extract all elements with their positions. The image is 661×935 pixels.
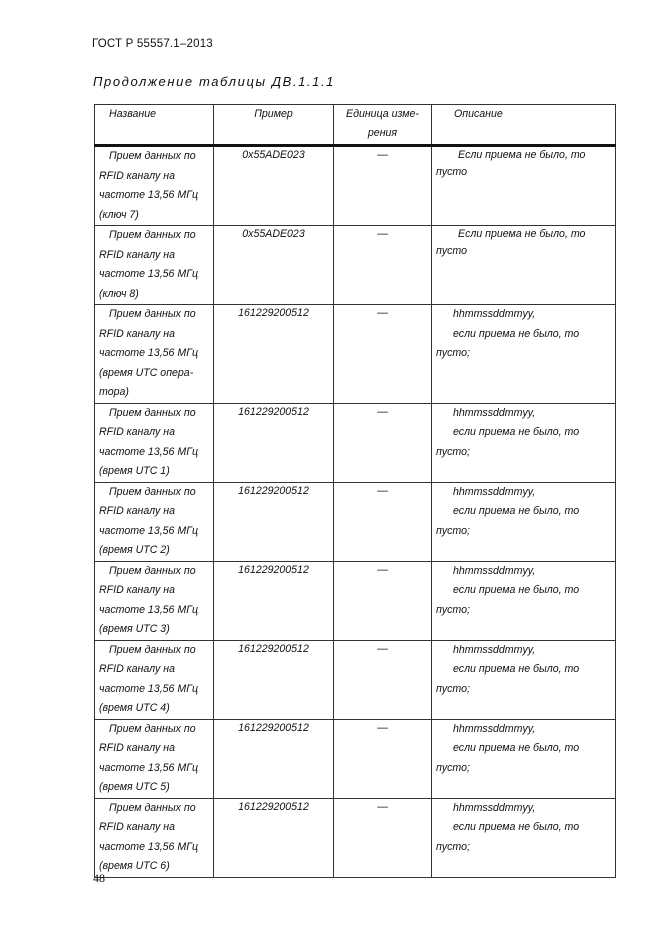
description-end: пусто; [436, 761, 470, 774]
description-format: hhmmssddmmyy, [453, 722, 536, 735]
description-format: hhmmssddmmyy, [453, 485, 536, 498]
cell-description [432, 403, 616, 482]
description-condition: если приема не было, то [453, 742, 580, 754]
description-condition: если приема не было, то [453, 426, 580, 438]
cell-unit: — [334, 719, 432, 798]
table-row [95, 403, 616, 482]
cell-example: 161229200512 [214, 640, 334, 719]
cell-unit: — [334, 403, 432, 482]
description-condition: если приема не было, то [453, 663, 580, 675]
description-format: hhmmssddmmyy, [453, 308, 536, 320]
description-format: hhmmssddmmyy, [453, 406, 536, 419]
cell-description [432, 482, 616, 561]
table-row [95, 798, 616, 877]
table-row [95, 305, 616, 404]
table-row [95, 146, 616, 226]
cell-name: Прием данных по RFID каналу на частоте 13,56 МГц (ключ 7) [95, 146, 214, 226]
description-end: пусто; [436, 840, 470, 853]
cell-unit: — [334, 305, 432, 404]
cell-unit: — [334, 798, 432, 877]
cell-unit: — [334, 226, 432, 305]
table-row [95, 482, 616, 561]
description-condition: если приема не было, то [453, 584, 580, 596]
description-format: hhmmssddmmyy, [453, 643, 536, 656]
cell-unit: — [334, 146, 432, 226]
cell-name: Прием данных по RFID каналу на частоте 13,56 МГц (время UTC 4) [95, 640, 214, 719]
cell-description [432, 146, 616, 226]
description-end: пусто; [436, 445, 470, 458]
table-row [95, 719, 616, 798]
description-end: пусто; [436, 347, 470, 359]
cell-example: 161229200512 [214, 403, 334, 482]
cell-unit: — [334, 640, 432, 719]
cell-description [432, 561, 616, 640]
description-condition: если приема не было, то [453, 821, 580, 833]
description-condition: если приема не было, то [453, 505, 580, 517]
cell-name: Прием данных по RFID каналу на частоте 13,56 МГц (ключ 8) [95, 226, 214, 305]
cell-example: 161229200512 [214, 719, 334, 798]
table-row [95, 226, 616, 305]
cell-name: Прием данных по RFID каналу на частоте 13,56 МГц (время UTC 2) [95, 482, 214, 561]
cell-example: 161229200512 [214, 561, 334, 640]
description-format: hhmmssddmmyy, [453, 801, 536, 814]
cell-name: Прием данных по RFID каналу на частоте 13,56 МГц (время UTC 6) [95, 798, 214, 877]
column-header-name: Название [95, 105, 214, 146]
cell-example: 0x55ADE023 [214, 226, 334, 305]
cell-description [432, 640, 616, 719]
description-end: пусто; [436, 524, 470, 537]
page-number: 48 [93, 871, 105, 885]
column-header-description: Описание [432, 105, 616, 146]
description-end: пусто; [436, 603, 470, 616]
column-header-example: Пример [214, 105, 334, 146]
cell-example: 161229200512 [214, 482, 334, 561]
table-header-row [95, 105, 616, 146]
cell-description [432, 226, 616, 305]
cell-description [432, 798, 616, 877]
table-row [95, 561, 616, 640]
description-end: пусто; [436, 682, 470, 695]
table-row [95, 640, 616, 719]
description-condition: если приема не было, то [453, 327, 580, 340]
cell-name: Прием данных по RFID каналу на частоте 13,56 МГц (время UTC 1) [95, 403, 214, 482]
data-table [94, 104, 616, 878]
document-designation: ГОСТ Р 55557.1–2013 [92, 38, 213, 50]
cell-description [432, 719, 616, 798]
cell-example: 0x55ADE023 [214, 146, 334, 226]
cell-description [432, 305, 616, 404]
cell-unit: — [334, 561, 432, 640]
description-format: hhmmssddmmyy, [453, 564, 536, 577]
column-header-unit: Единица изме-рения [334, 105, 432, 146]
cell-name: Прием данных по RFID каналу на частоте 13,56 МГц (время UTC 3) [95, 561, 214, 640]
cell-example: 161229200512 [214, 798, 334, 877]
description-text: Если приема не было, то пусто [436, 228, 586, 257]
cell-name: Прием данных по RFID каналу на частоте 13,56 МГц (время UTC 5) [95, 719, 214, 798]
cell-unit: — [334, 482, 432, 561]
table-caption: Продолжение таблицы ДВ.1.1.1 [93, 74, 336, 89]
cell-example: 161229200512 [214, 305, 334, 404]
description-text: Если приема не было, то пусто [436, 149, 586, 178]
cell-name: Прием данных по RFID каналу на частоте 13,56 МГц (время UTC опера-тора) [95, 305, 214, 404]
